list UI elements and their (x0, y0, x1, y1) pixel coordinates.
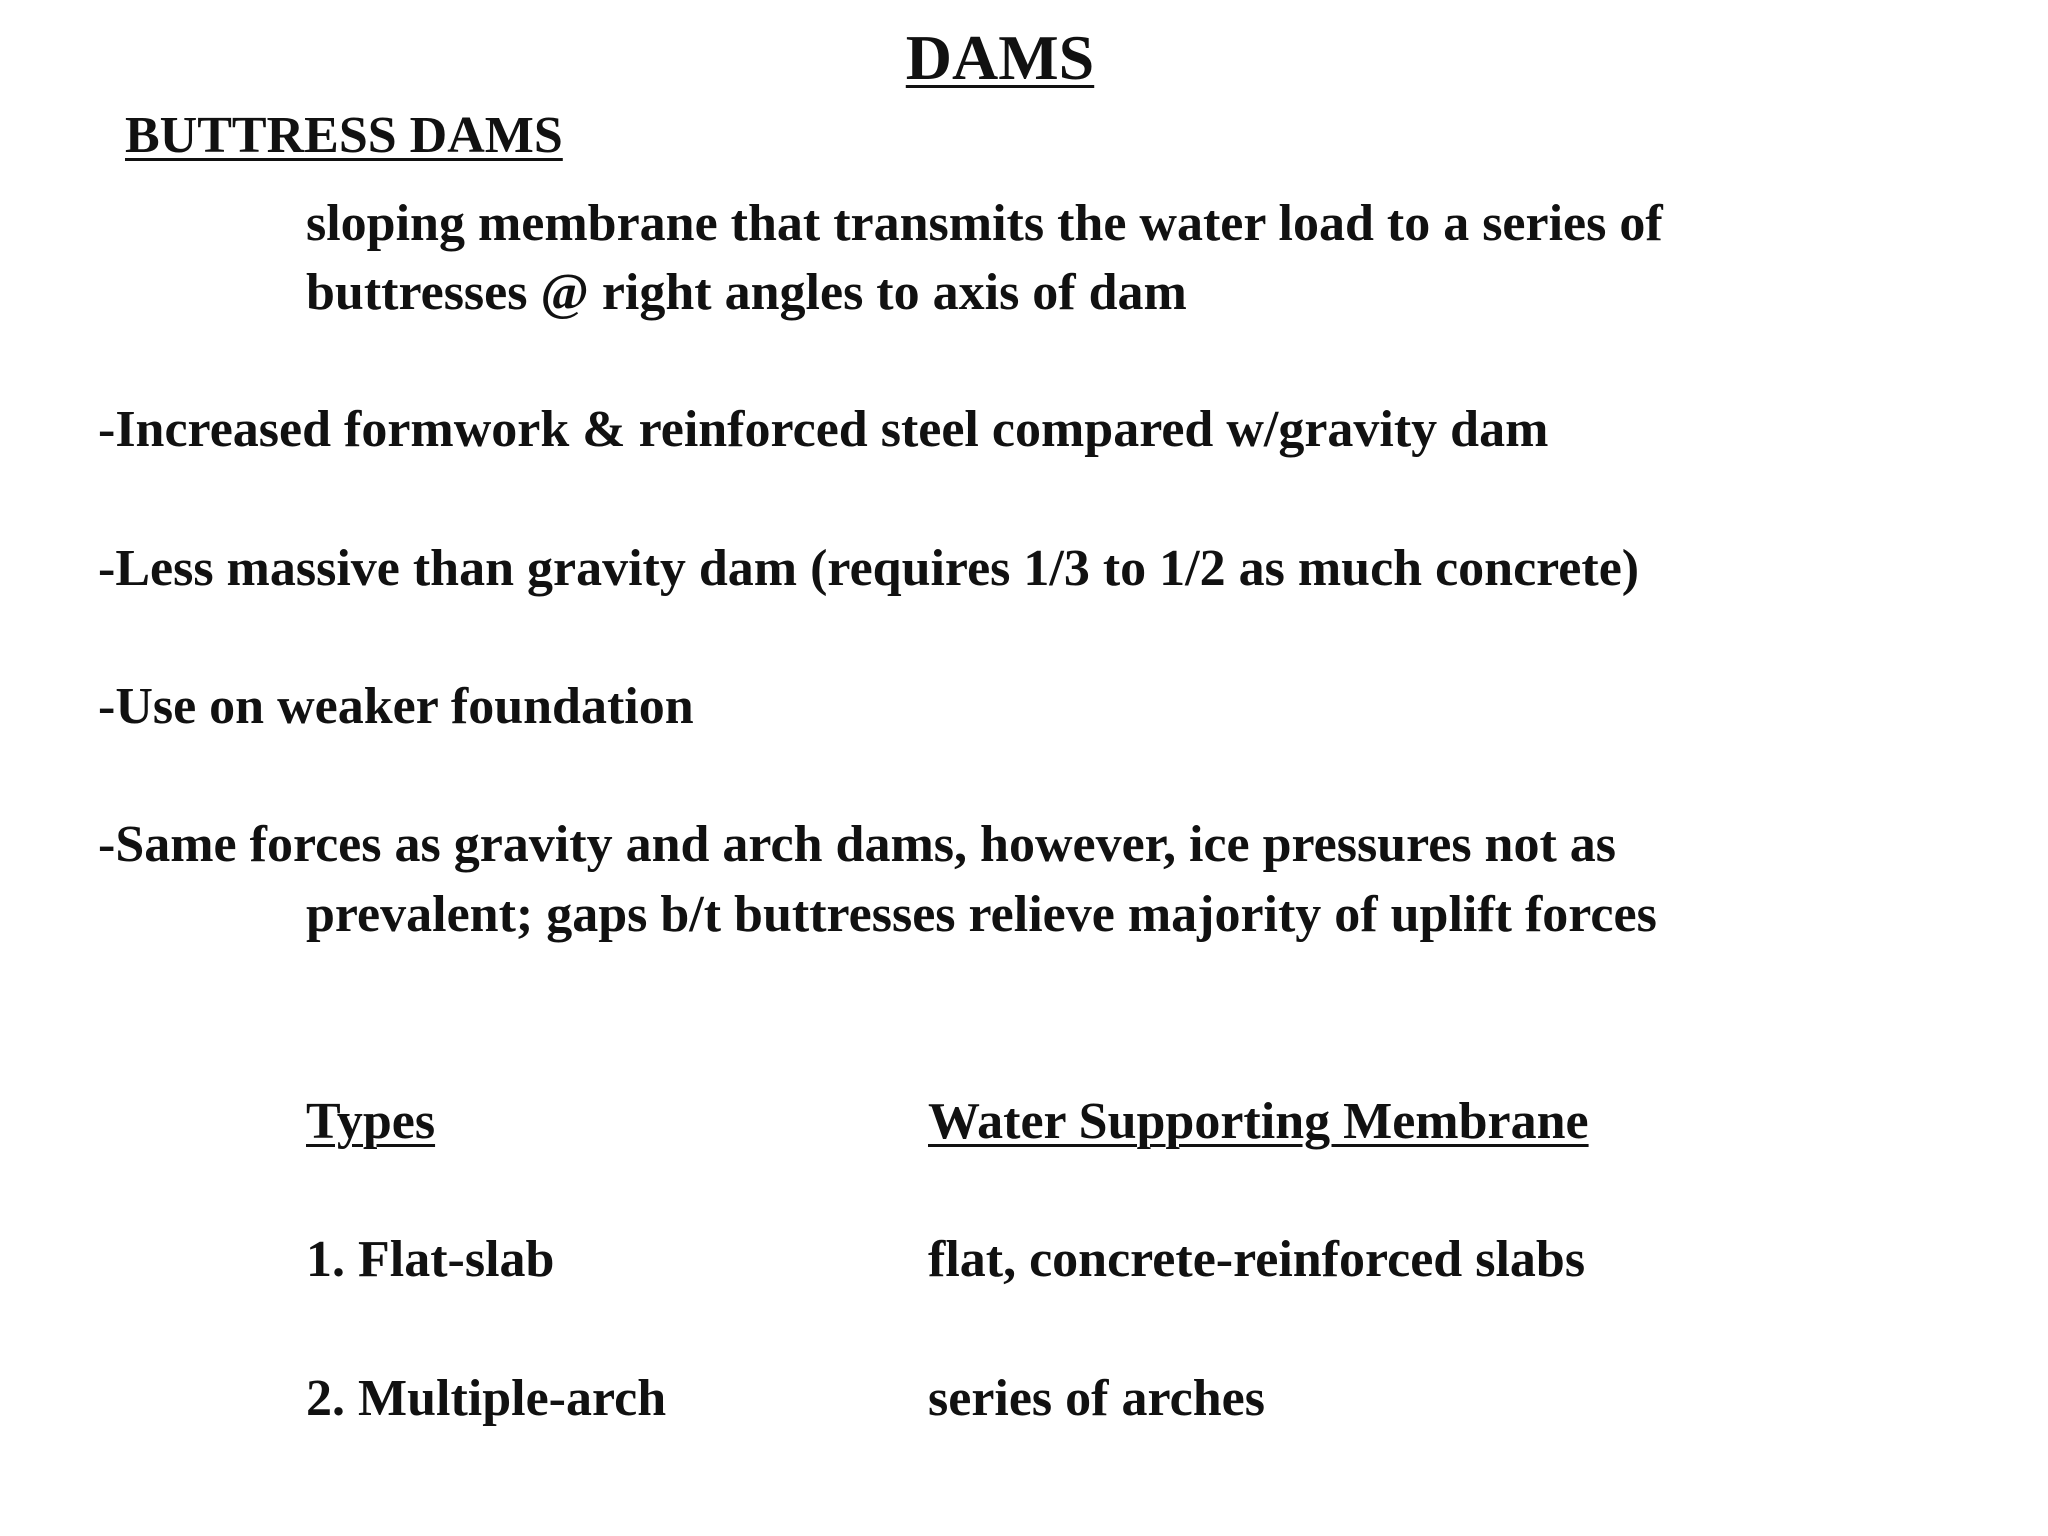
table-row-1-type: 1. Flat-slab (306, 1231, 555, 1288)
table-row-2-membrane: series of arches (928, 1370, 1265, 1427)
table-row-2-type: 2. Multiple-arch (306, 1370, 667, 1427)
table-header-types: Types (306, 1093, 436, 1150)
definition-line-2: buttresses @ right angles to axis of dam (306, 264, 1187, 321)
bullet-forces-line-1: -Same forces as gravity and arch dams, however, ice pressures not as (98, 816, 1617, 873)
bullet-weaker-foundation: -Use on weaker foundation (98, 678, 694, 735)
definition-line-1: sloping membrane that transmits the water load to a series of (306, 195, 1663, 252)
section-heading: BUTTRESS DAMS (125, 107, 563, 164)
bullet-forces-line-2: prevalent; gaps b/t buttresses relieve majority of uplift forces (306, 886, 1657, 943)
table-row-1-membrane: flat, concrete-reinforced slabs (928, 1231, 1586, 1288)
bullet-less-massive: -Less massive than gravity dam (requires 1/3 to 1/2 as much concrete) (98, 540, 1640, 597)
table-header-membrane: Water Supporting Membrane (928, 1093, 1589, 1150)
page-title: DAMS (905, 22, 1095, 93)
bullet-formwork: -Increased formwork & reinforced steel compared w/gravity dam (98, 401, 1549, 458)
